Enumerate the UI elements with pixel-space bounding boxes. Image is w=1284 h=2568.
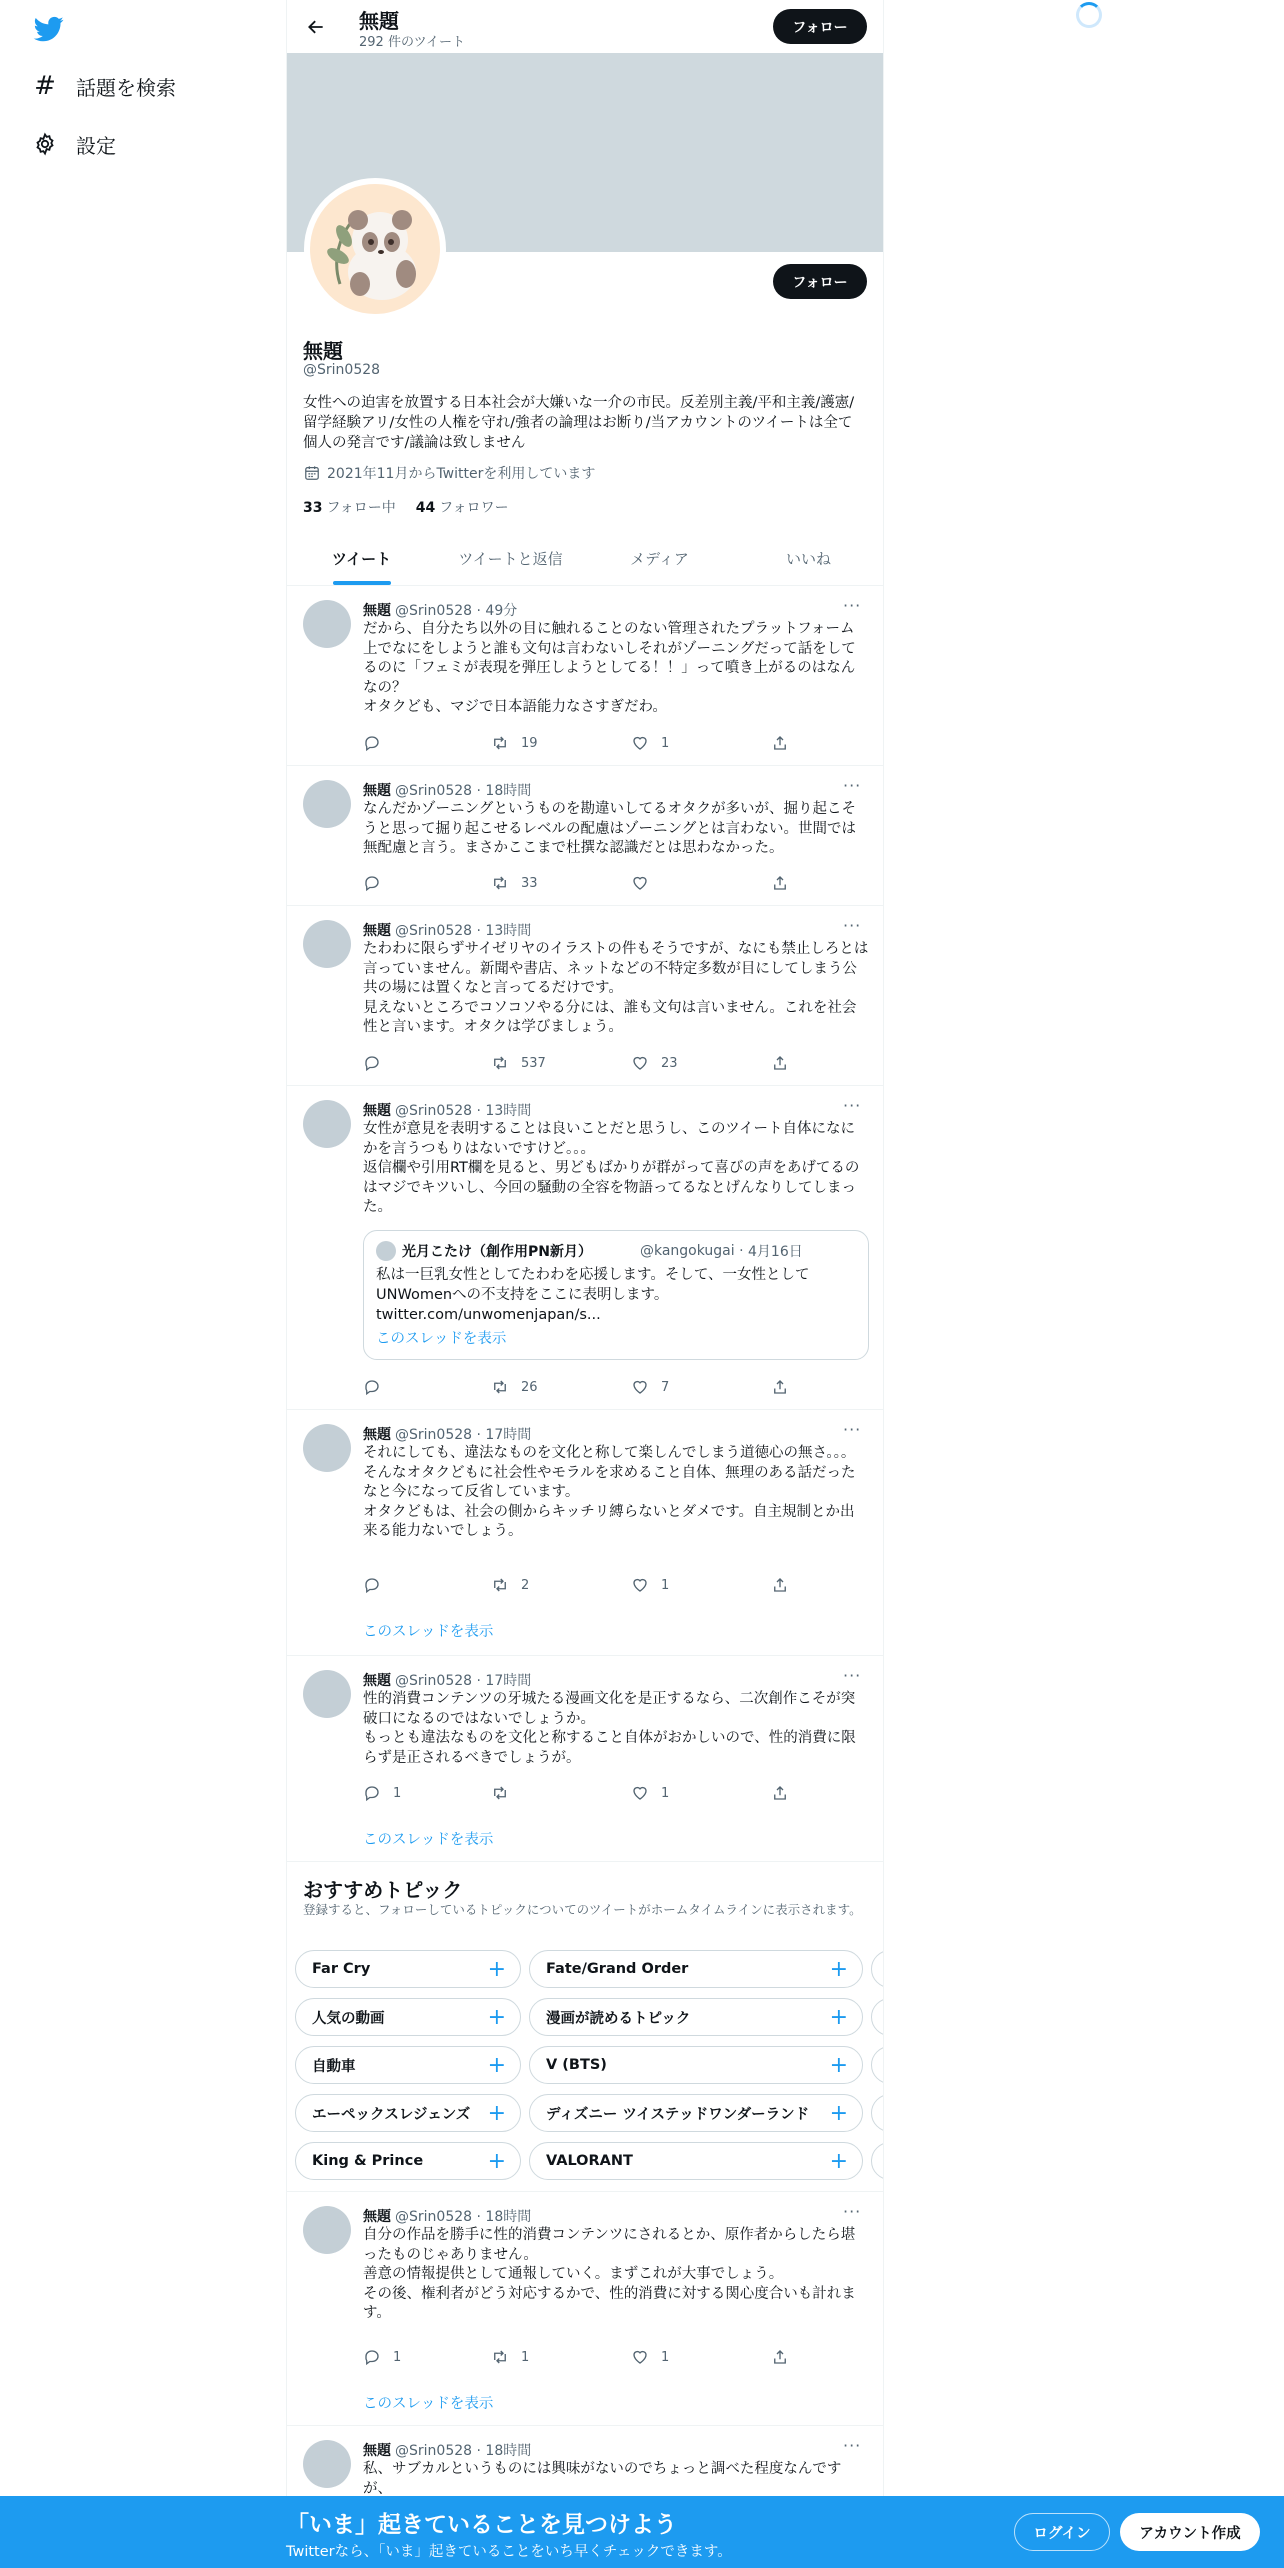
reply-button[interactable]	[363, 1782, 401, 1804]
retweet-count: 2	[521, 1577, 530, 1593]
topic-chip-partial[interactable]	[871, 2094, 883, 2132]
avatar	[376, 1241, 396, 1261]
share-button[interactable]	[771, 1782, 801, 1804]
tweet-header: 無題 @Srin0528 · 18時間	[363, 783, 532, 799]
panda-avatar-icon	[310, 184, 440, 314]
retweet-count: 19	[521, 735, 538, 751]
plus-icon[interactable]: +	[829, 2149, 848, 2174]
tab-tweets[interactable]: ツイート	[287, 532, 436, 585]
tweet-time[interactable]: 18時間	[485, 783, 532, 799]
calendar-icon	[303, 464, 321, 482]
retweet-icon	[491, 1054, 509, 1072]
tweet-text: たわわに限らずサイゼリヤのイラストの件もそうですが、なにも禁止しろとは言っていません。新聞や書店、ネットなどの不特定多数が目にしてしまう公共の場には置くなと言ってるだけです。 見えないところでコソコソやる分には、誰も文句は言いません。これを社会性と言います。オタクは学びましょう。	[363, 941, 869, 1035]
share-icon	[771, 1784, 789, 1802]
tweet-header: 無題 @Srin0528 · 13時間	[363, 923, 532, 939]
retweet-icon	[491, 1784, 509, 1802]
tweet-author-name: 無題	[363, 2443, 391, 2459]
profile-follow-button[interactable]: フォロー	[773, 264, 867, 299]
more-options-icon[interactable]: ···	[843, 596, 862, 615]
tweet-author-handle: @Srin0528	[395, 2209, 473, 2225]
hash-icon: #	[34, 71, 56, 101]
more-options-icon[interactable]: ···	[843, 916, 862, 935]
heart-icon	[631, 1784, 649, 1802]
topic-label: エーペックスレジェンズ	[312, 2106, 471, 2123]
nav-explore[interactable]	[32, 66, 176, 106]
plus-icon[interactable]: +	[829, 2005, 848, 2030]
tweet-author-handle: @Srin0528	[395, 1427, 473, 1443]
more-options-icon[interactable]: ···	[843, 2202, 862, 2221]
tweet-author-name: 無題	[363, 2209, 391, 2225]
heart-icon	[631, 734, 649, 752]
tweet-actions	[363, 1052, 783, 1074]
tweet-text: なんだかゾーニングというものを勘違いしてるオタクが多いが、掘り起こそうと思って掘り起こせるレベルの配慮はゾーニングとは言わない。世間では無配慮と言う。まさかここまで杜撰な認識だとは思わなかった。	[363, 801, 856, 856]
like-button[interactable]	[631, 2346, 669, 2368]
retweet-count: 26	[521, 1379, 538, 1395]
avatar[interactable]	[303, 1100, 351, 1148]
quoted-tweet-time: 4月16日	[748, 1244, 803, 1260]
reply-button[interactable]	[363, 1376, 393, 1398]
heart-icon	[631, 1576, 649, 1594]
plus-icon[interactable]: +	[487, 1957, 506, 1982]
heart-icon	[631, 1054, 649, 1072]
tab-tweets-and-replies[interactable]: ツイートと返信	[458, 550, 563, 568]
like-count: 1	[661, 2349, 670, 2365]
more-options-icon[interactable]: ···	[843, 776, 862, 795]
tweet-header: 無題 @Srin0528 · 49分	[363, 603, 518, 619]
tweet-time[interactable]: 49分	[485, 603, 518, 619]
show-thread-link[interactable]: このスレッドを表示	[363, 1832, 494, 1848]
following-label: フォロー中	[326, 500, 396, 516]
header-follow-button[interactable]: フォロー	[773, 9, 867, 44]
reply-button[interactable]	[363, 1052, 393, 1074]
reply-icon	[363, 1054, 381, 1072]
followers-label: フォロワー	[439, 500, 509, 516]
share-button[interactable]	[771, 1376, 801, 1398]
retweet-icon	[491, 1576, 509, 1594]
tweet-actions	[363, 872, 783, 894]
tweet-text: それにしても、違法なものを文化と称して楽しんでしまう道徳心の無さ。。。 そんなオタクどもに社会性やモラルを求めること自体、無理のある話だったなと今になって反省しています。 オタクどもは、社会の側からキッチリ縛らないとダメです。自主規制とか出来る能力ないでしょう。	[363, 1445, 856, 1539]
tweet-author-handle: @Srin0528	[395, 603, 473, 619]
retweet-button[interactable]	[491, 1574, 529, 1596]
reply-button[interactable]	[363, 732, 393, 754]
topic-label: V (BTS)	[546, 2057, 607, 2073]
profile-handle: @Srin0528	[303, 362, 381, 378]
tweet[interactable]	[287, 586, 883, 766]
topic-chip-partial[interactable]	[871, 1998, 883, 2036]
tweet[interactable]	[287, 906, 883, 1086]
signup-prompt-subtitle: Twitterなら、「いま」起きていることをいち早くチェックできます。	[286, 2544, 732, 2560]
reply-count: 1	[393, 1785, 402, 1801]
tweet-author-handle: @Srin0528	[395, 2443, 473, 2459]
tweet[interactable]	[287, 1656, 883, 1862]
topic-chip[interactable]	[295, 1998, 521, 2036]
gear-icon	[32, 131, 58, 157]
reply-icon	[363, 874, 381, 892]
retweet-button[interactable]	[491, 1052, 546, 1074]
topic-label: 人気の動画	[312, 2010, 385, 2027]
share-button[interactable]	[771, 732, 801, 754]
retweet-icon	[491, 1378, 509, 1396]
plus-icon[interactable]: +	[487, 2005, 506, 2030]
share-icon	[771, 1378, 789, 1396]
tweet-author-handle: @Srin0528	[395, 923, 473, 939]
topic-chip[interactable]	[295, 1950, 521, 1988]
quoted-author-name: 光月こたけ（創作用PN新月）	[402, 1244, 592, 1260]
topic-chip[interactable]	[529, 2142, 863, 2180]
topic-label: Far Cry	[312, 1961, 371, 1977]
tweet-header: 無題 @Srin0528 · 18時間	[363, 2443, 532, 2459]
tweet-actions	[363, 1574, 783, 1596]
plus-icon[interactable]: +	[829, 1957, 848, 1982]
retweet-count: 537	[521, 1055, 546, 1071]
share-icon	[771, 734, 789, 752]
tweet[interactable]	[287, 2426, 883, 2496]
tweet[interactable]	[287, 2192, 883, 2426]
like-count: 7	[661, 1379, 670, 1395]
more-options-icon[interactable]: ···	[843, 1420, 862, 1439]
tweet-text: 女性が意見を表明することは良いことだと思うし、このツイート自体になにかを言うつもりはないですけど。。。 返信欄や引用RT欄を見ると、男どもばかりが群がって喜びの声をあげてるのはマジでキツいし、今回の騒動の全容を物語ってるなとげんなりしてしまった。	[363, 1121, 860, 1215]
reply-button[interactable]	[363, 2346, 401, 2368]
profile-bio: 女性への迫害を放置する日本社会が大嫌いな一介の市民。反差別主義/平和主義/護憲/留学経験アリ/女性の人権を守れ/強者の論理はお断り/当アカウントのツイートは全て個人の発言です/議論は致しません	[303, 395, 855, 451]
tweet[interactable]	[287, 766, 883, 906]
nav-settings-label: 設定	[76, 133, 116, 158]
tweet-time[interactable]: 17時間	[485, 1427, 532, 1443]
heart-icon	[631, 874, 649, 892]
share-icon	[771, 874, 789, 892]
like-count: 23	[661, 1055, 678, 1071]
plus-icon[interactable]: +	[487, 2101, 506, 2126]
tab-media[interactable]: メディア	[630, 550, 689, 568]
quoted-tweet[interactable]	[363, 1230, 869, 1360]
avatar[interactable]	[303, 780, 351, 828]
topic-chip-partial[interactable]	[871, 2142, 883, 2180]
tweet-author-name: 無題	[363, 603, 391, 619]
like-button[interactable]	[631, 1052, 678, 1074]
heart-icon	[631, 1378, 649, 1396]
topic-chip[interactable]	[529, 2046, 863, 2084]
reply-icon	[363, 734, 381, 752]
signup-prompt-bar	[0, 2496, 1284, 2568]
profile-joined-text: 2021年11月からTwitterを利用しています	[327, 466, 596, 482]
login-button[interactable]: ログイン	[1014, 2513, 1110, 2551]
topic-chip-partial[interactable]	[871, 2046, 883, 2084]
share-icon	[771, 2348, 789, 2366]
avatar[interactable]	[303, 600, 351, 648]
reply-icon	[363, 2348, 381, 2366]
twitter-bird-icon[interactable]	[32, 14, 66, 44]
signup-prompt-title: 「いま」起きていることを見つけよう	[286, 2512, 677, 2538]
loading-spinner-icon	[1076, 2, 1102, 28]
reply-icon	[363, 1576, 381, 1594]
topic-chip[interactable]	[529, 1998, 863, 2036]
share-button[interactable]	[771, 1052, 801, 1074]
like-count: 1	[661, 735, 670, 751]
like-count: 1	[661, 1785, 670, 1801]
tweet-text: 自分の作品を勝手に性的消費コンテンツにされるとか、原作者からしたら堪ったものじゃありません。 善意の情報提供として通報していく。まずこれが大事でしょう。 その後、権利者がどう対応するかで、性的消費に対する関心度合いも計れます。	[363, 2227, 856, 2321]
tweet-time[interactable]: 18時間	[485, 2209, 532, 2225]
plus-icon[interactable]: +	[829, 2101, 848, 2126]
tweet-actions	[363, 2346, 783, 2368]
tweet-author-handle: @Srin0528	[395, 1673, 473, 1689]
nav-explore-label: 話題を検索	[76, 75, 176, 100]
tweet-author-name: 無題	[363, 1427, 391, 1443]
tweet-actions	[363, 1782, 783, 1804]
tweet-author-handle: @Srin0528	[395, 1103, 473, 1119]
avatar[interactable]	[303, 1424, 351, 1472]
header-tweet-count: 292 件のツイート	[359, 35, 466, 50]
share-button[interactable]	[771, 1574, 801, 1596]
tweet-author-name: 無題	[363, 783, 391, 799]
profile-stats	[303, 497, 529, 517]
heart-icon	[631, 2348, 649, 2366]
tweet-time[interactable]: 17時間	[485, 1673, 532, 1689]
reply-icon	[363, 1784, 381, 1802]
quoted-tweet-header: 光月こたけ（創作用PN新月） @kangokugai · 4月16日	[376, 1241, 803, 1261]
tab-likes[interactable]: いいね	[785, 550, 831, 568]
share-button[interactable]	[771, 872, 801, 894]
quoted-author-handle: @kangokugai	[639, 1243, 735, 1259]
topic-chip-partial[interactable]	[871, 1950, 883, 1988]
like-button[interactable]	[631, 1376, 669, 1398]
topic-label: King & Prince	[312, 2153, 424, 2169]
plus-icon[interactable]: +	[829, 2053, 848, 2078]
reply-button[interactable]	[363, 872, 393, 894]
profile-tabs	[287, 532, 883, 586]
topics-subtitle: 登録すると、フォローしているトピックについてのツイートがホームタイムラインに表示されます。	[303, 1902, 862, 1917]
tweet[interactable]	[287, 1410, 883, 1656]
plus-icon[interactable]: +	[487, 2053, 506, 2078]
tweet-text: 性的消費コンテンツの牙城たる漫画文化を是正するなら、二次創作こそが突破口になるのではないでしょうか。 もっとも違法なものを文化と称すること自体がおかしいので、性的消費に限らず是正されるべきでしょうが。	[363, 1691, 856, 1766]
more-options-icon[interactable]: ···	[843, 1666, 862, 1685]
like-count: 1	[661, 1577, 670, 1593]
topic-chip[interactable]	[295, 2142, 521, 2180]
tweet-actions	[363, 1376, 783, 1398]
reply-button[interactable]	[363, 1574, 393, 1596]
avatar[interactable]	[303, 2206, 351, 2254]
topic-chip[interactable]	[529, 1950, 863, 1988]
tweet-header: 無題 @Srin0528 · 17時間	[363, 1427, 532, 1443]
retweet-button[interactable]	[491, 732, 538, 754]
retweet-button[interactable]	[491, 872, 538, 894]
more-options-icon[interactable]: ···	[843, 1096, 862, 1115]
header-title: 無題	[359, 9, 399, 33]
tweet-actions	[363, 732, 783, 754]
tweet-text: 私、サブカルというものには興味がないのでちょっと調べた程度なんですが、	[363, 2461, 842, 2496]
tweet-header: 無題 @Srin0528 · 13時間	[363, 1103, 532, 1119]
following-count: 33	[303, 500, 323, 516]
nav-settings[interactable]	[32, 124, 116, 164]
tweet-time[interactable]: 13時間	[485, 1103, 532, 1119]
show-thread-link[interactable]: このスレッドを表示	[376, 1331, 507, 1347]
plus-icon[interactable]: +	[487, 2149, 506, 2174]
recommended-topics	[287, 1862, 883, 2192]
tweet-header: 無題 @Srin0528 · 18時間	[363, 2209, 532, 2225]
share-button[interactable]	[771, 2346, 801, 2368]
show-thread-link[interactable]: このスレッドを表示	[363, 1624, 494, 1640]
tweet-author-handle: @Srin0528	[395, 783, 473, 799]
retweet-button[interactable]	[491, 1376, 538, 1398]
profile-timeline	[286, 0, 884, 2568]
share-icon	[771, 1054, 789, 1072]
topic-label: 漫画が読めるトピック	[546, 2010, 691, 2027]
tweet-author-name: 無題	[363, 923, 391, 939]
topic-label: ディズニー ツイステッドワンダーランド	[546, 2106, 810, 2123]
avatar[interactable]	[303, 920, 351, 968]
like-button[interactable]	[631, 1782, 669, 1804]
topic-label: VALORANT	[546, 2153, 633, 2169]
topics-title: おすすめトピック	[303, 1878, 463, 1902]
tweet-text: だから、自分たち以外の目に触れることのない管理されたプラットフォーム上でなにをしようと誰も文句は言わないしそれがゾーニングだって話をしてるのに「フェミが表現を弾圧しようとしてる！！」って噴き上がるのはなんなの？ オタクども、マジで日本語能力なさすぎだわ。	[363, 621, 856, 715]
signup-button[interactable]: アカウント作成	[1120, 2513, 1260, 2551]
retweet-button[interactable]	[491, 2346, 529, 2368]
following-link[interactable]	[303, 497, 396, 517]
profile-header-bar	[287, 0, 883, 53]
retweet-icon	[491, 2348, 509, 2366]
quoted-tweet-text: 私は一巨乳女性としてたわわを応援します。そして、一女性としてUNWomenへの不支持をここに表明します。 twitter.com/unwomenjapan/s...	[376, 1267, 810, 1323]
retweet-button[interactable]	[491, 1782, 521, 1804]
retweet-icon	[491, 874, 509, 892]
followers-link[interactable]	[416, 497, 509, 517]
back-arrow-icon[interactable]	[301, 12, 331, 42]
retweet-count: 33	[521, 875, 538, 891]
tweet-header: 無題 @Srin0528 · 17時間	[363, 1673, 532, 1689]
profile-joined	[303, 463, 595, 483]
tweet-time[interactable]: 18時間	[485, 2443, 532, 2459]
tweet[interactable]	[287, 1086, 883, 1410]
topic-label: Fate/Grand Order	[546, 1961, 689, 1977]
reply-icon	[363, 1378, 381, 1396]
topic-chip[interactable]	[529, 2094, 863, 2132]
reply-count: 1	[393, 2349, 402, 2365]
tweet-time[interactable]: 13時間	[485, 923, 532, 939]
avatar[interactable]	[303, 2440, 351, 2488]
profile-name: 無題	[303, 339, 343, 363]
topic-chip[interactable]	[295, 2046, 521, 2084]
share-icon	[771, 1576, 789, 1594]
followers-count: 44	[415, 500, 436, 516]
more-options-icon[interactable]: ···	[843, 2436, 862, 2455]
topic-label: 自動車	[312, 2058, 356, 2075]
profile-avatar[interactable]	[304, 178, 446, 320]
like-button[interactable]	[631, 1574, 669, 1596]
tweet-author-name: 無題	[363, 1673, 391, 1689]
avatar[interactable]	[303, 1670, 351, 1718]
like-button[interactable]	[631, 872, 661, 894]
topic-chip[interactable]	[295, 2094, 521, 2132]
tweet-author-name: 無題	[363, 1103, 391, 1119]
retweet-count: 1	[521, 2349, 530, 2365]
like-button[interactable]	[631, 732, 669, 754]
retweet-icon	[491, 734, 509, 752]
show-thread-link[interactable]: このスレッドを表示	[363, 2396, 494, 2412]
